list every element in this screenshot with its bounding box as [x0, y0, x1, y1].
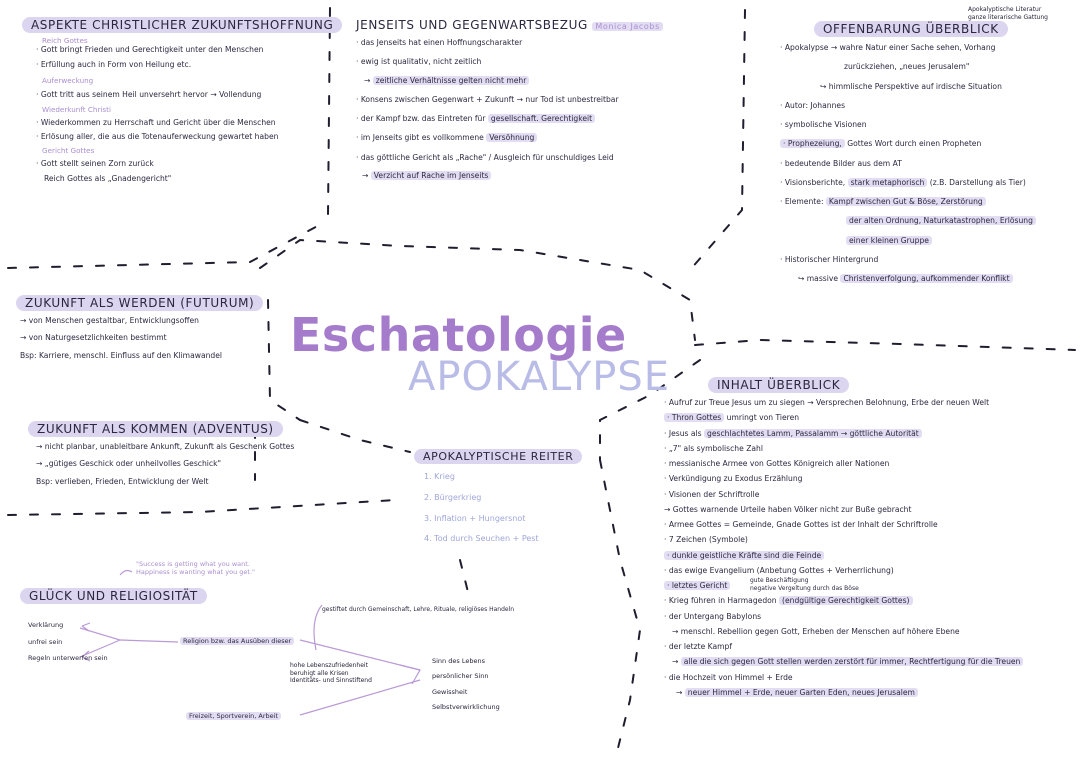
section-adventus	[28, 422, 294, 487]
arrow-icon: →	[362, 170, 369, 180]
inhalt-line: · Verkündigung zu Exodus Erzählung	[664, 474, 803, 484]
reiter-item: 1. Krieg	[424, 472, 455, 481]
jenseits-title: JENSEITS UND GEGENWARTSBEZUG	[356, 18, 588, 32]
aspekte-line: · Gott bringt Frieden und Gerechtigkeit unter den Menschen	[36, 45, 264, 54]
offenbarung-text: (z.B. Darstellung als Tier)	[929, 177, 1026, 187]
aspekte-line: · Gott stellt seinen Zorn zurück	[36, 159, 154, 169]
note-line: Apokalyptische Literatur	[968, 6, 1042, 13]
inhalt-line: · der Untergang Babylons	[664, 611, 762, 621]
main-subtitle: APOKALYPSE	[408, 354, 671, 400]
aspekte-line: Reich Gottes als „Gnadengericht"	[44, 173, 172, 183]
arrow-icon: →	[672, 657, 679, 667]
inhalt-highlight: neuer Himmel + Erde, neuer Garten Eden, neues Jerusalem	[685, 688, 918, 697]
literature-note	[968, 6, 1048, 21]
glueck-left-1: Verklärung	[28, 621, 64, 629]
reiter-item: 4. Tod durch Seuchen + Pest	[424, 534, 539, 544]
jenseits-line: · das Jenseits hat einen Hoffnungscharakter	[356, 38, 523, 47]
aspekte-line: · Gott tritt aus seinem Heil unversehrt hervor → Vollendung	[36, 89, 262, 99]
futurum-line: Bsp: Karriere, menschl. Einfluss auf den Klimawandel	[20, 350, 223, 360]
adventus-line: → „gütiges Geschick oder unheilvolles Geschick"	[36, 459, 221, 469]
quote-line: "Success is getting what you want.	[136, 560, 250, 568]
inhalt-line: · „7" als symbolische Zahl	[664, 443, 763, 453]
futurum-title: ZUKUNFT ALS WERDEN (FUTURUM)	[16, 295, 263, 311]
glueck-middle-line: hohe Lebenszufriedenheit	[290, 662, 368, 669]
offenbarung-text: Gottes Wort durch einen Propheten	[847, 139, 982, 149]
adventus-line: Bsp: verlieben, Frieden, Entwicklung der Welt	[36, 476, 209, 486]
reiter-title: APOKALYPTISCHE REITER	[414, 449, 582, 464]
offenbarung-highlight: der alten Ordnung, Naturkatastrophen, Erlösung	[846, 216, 1036, 225]
jenseits-highlight: Versöhnung	[486, 133, 537, 142]
inhalt-line: → Gottes warnende Urteile haben Völker nicht zur Buße gebracht	[664, 504, 912, 514]
futurum-line: → von Naturgesetzlichkeiten bestimmt	[20, 333, 167, 343]
section-inhalt	[664, 378, 1023, 698]
offenbarung-line: · symbolische Visionen	[780, 120, 867, 129]
aspekte-heading-3: Wiederkunft Christi	[42, 104, 111, 114]
offenbarung-line: · Autor: Johannes	[780, 100, 846, 110]
quote-line: Happiness is wanting what you get."	[136, 568, 256, 577]
offenbarung-highlight: · Prophezeiung,	[780, 139, 845, 148]
futurum-line: → von Menschen gestaltbar, Entwicklungsoffen	[20, 316, 199, 325]
offenbarung-title: OFFENBARUNG ÜBERBLICK	[814, 21, 1008, 37]
adventus-line: → nicht planbar, unableitbare Ankunft, Zukunft als Geschenk Gottes	[36, 442, 295, 451]
offenbarung-text: · Elemente:	[780, 197, 824, 206]
glueck-left-3: Regeln unterwerfen sein	[28, 654, 108, 662]
inhalt-highlight: geschlachtetes Lamm, Passalamm → göttliche Autorität	[704, 429, 922, 438]
offenbarung-highlight: einer kleinen Gruppe	[846, 236, 932, 245]
inhalt-line: · Visionen der Schriftrolle	[664, 489, 760, 499]
inhalt-line: · Aufruf zur Treue Jesus um zu siegen → Versprechen Belohnung, Erbe der neuen Welt	[664, 398, 990, 407]
jenseits-highlight: Verzicht auf Rache im Jenseits	[371, 171, 492, 180]
aspekte-heading-4: Gericht Gottes	[42, 146, 95, 156]
glueck-title: GLÜCK UND RELIGIOSITÄT	[20, 588, 207, 604]
jenseits-line: · Konsens zwischen Gegenwart + Zukunft → nur Tod ist unbestreitbar	[356, 94, 619, 104]
offenbarung-text: · Visionsberichte,	[780, 177, 846, 187]
glueck-center: Religion bzw. das Ausüben dieser	[180, 637, 294, 645]
reiter-item: 2. Bürgerkrieg	[424, 492, 482, 502]
offenbarung-highlight: Christenverfolgung, aufkommender Konflikt	[840, 274, 1012, 283]
glueck-left-2: unfrei sein	[28, 638, 63, 646]
offenbarung-highlight: Kampf zwischen Gut & Böse, Zerstörung	[826, 197, 986, 206]
inhalt-highlight: · letztes Gericht	[664, 581, 730, 590]
inhalt-note: gute Beschäftigung	[750, 577, 809, 584]
inhalt-note: negative Vergeltung durch das Böse	[750, 584, 859, 592]
aspekte-line: · Wiederkommen zu Herrschaft und Gericht über die Menschen	[36, 117, 276, 127]
jenseits-author: Monica Jacobs	[592, 22, 663, 31]
inhalt-highlight: alle die sich gegen Gott stellen werden zerstört für immer, Rechtfertigung für die Treuen	[681, 657, 1024, 666]
section-aspekte	[22, 18, 342, 184]
offenbarung-line: zurückziehen, „neues Jerusalem"	[844, 62, 970, 72]
jenseits-highlight: gesellschaft. Gerechtigkeit	[488, 114, 595, 123]
section-reiter	[414, 450, 582, 550]
jenseits-highlight: zeitliche Verhältnisse gelten nicht mehr	[373, 76, 530, 85]
offenbarung-line: · bedeutende Bilder aus dem AT	[780, 158, 902, 168]
glueck-right-item: Selbstverwirklichung	[432, 702, 500, 711]
inhalt-line: · 7 Zeichen (Symbole)	[664, 535, 748, 545]
offenbarung-line: · Historischer Hintergrund	[780, 254, 879, 264]
inhalt-text: · Krieg führen in Harmagedon	[664, 596, 777, 606]
glueck-right-item: Gewissheit	[432, 687, 468, 696]
section-jenseits	[356, 18, 663, 181]
arrow-icon: →	[676, 687, 683, 697]
inhalt-highlight: · dunkle geistliche Kräfte sind die Feinde	[664, 551, 824, 560]
glueck-top: gestiftet durch Gemeinschaft, Lehre, Rituale, religiöses Handeln	[322, 606, 515, 613]
aspekte-heading-2: Auferweckung	[42, 75, 94, 85]
section-glueck	[20, 589, 207, 603]
glueck-right-item: persönlicher Sinn	[432, 672, 489, 681]
offenbarung-line: · Apokalypse → wahre Natur einer Sache sehen, Vorhang	[780, 43, 996, 52]
glueck-bottom: Freizeit, Sportverein, Arbeit	[186, 712, 281, 720]
jenseits-line: · das göttliche Gericht als „Rache" / Ausgleich für unschuldiges Leid	[356, 152, 614, 162]
glueck-middle	[290, 662, 372, 685]
arrow-icon: →	[364, 75, 371, 85]
aspekte-line: · Erlösung aller, die aus die Totenauferweckung gewartet haben	[36, 132, 279, 141]
note-line: ganze literarische Gattung	[968, 13, 1048, 21]
reiter-item: 3. Inflation + Hungersnot	[424, 513, 526, 523]
jenseits-line: · ewig ist qualitativ, nicht zeitlich	[356, 57, 482, 67]
section-offenbarung	[780, 22, 1036, 284]
glueck-right-item: Sinn des Lebens	[432, 657, 485, 665]
inhalt-line: · messianische Armee von Gottes Königreich aller Nationen	[664, 459, 890, 468]
jenseits-text: · der Kampf bzw. das Eintreten für	[356, 114, 486, 123]
offenbarung-highlight: stark metaphorisch	[848, 178, 928, 187]
section-futurum	[16, 296, 263, 361]
glueck-middle-line: beruhigt alle Krisen	[290, 669, 349, 677]
inhalt-highlight: (endgültige Gerechtigkeit Gottes)	[779, 596, 912, 605]
aspekte-title: ASPEKTE CHRISTLICHER ZUKUNFTSHOFFNUNG	[22, 17, 342, 33]
glueck-middle-line: Identitäts- und Sinnstiftend	[290, 677, 372, 684]
inhalt-text: umringt von Tieren	[726, 413, 800, 423]
inhalt-line: · das ewige Evangelium (Anbetung Gottes + Verherrlichung)	[664, 565, 894, 575]
adventus-title: ZUKUNFT ALS KOMMEN (ADVENTUS)	[28, 421, 283, 437]
inhalt-title: INHALT ÜBERBLICK	[708, 377, 849, 393]
aspekte-heading-1: Reich Gottes	[42, 36, 88, 45]
aspekte-line: · Erfüllung auch in Form von Heilung etc.	[36, 60, 192, 70]
inhalt-line: · Armee Gottes = Gemeinde, Gnade Gottes ist der Inhalt der Schriftrolle	[664, 520, 938, 529]
main-title: Eschatologie	[290, 308, 627, 362]
glueck-right	[432, 654, 500, 715]
inhalt-line: · der letzte Kampf	[664, 642, 733, 651]
inhalt-line: · die Hochzeit von Himmel + Erde	[664, 672, 793, 682]
quote	[136, 560, 255, 577]
inhalt-text: · Jesus als	[664, 428, 702, 438]
jenseits-text: · im Jenseits gibt es vollkommene	[356, 133, 484, 143]
offenbarung-line: ↪ himmlische Perspektive auf irdische Situation	[820, 81, 1002, 91]
inhalt-line: → menschl. Rebellion gegen Gott, Erheben der Menschen auf höhere Ebene	[672, 626, 960, 636]
inhalt-highlight: · Thron Gottes	[664, 413, 724, 422]
offenbarung-text: ↪ massive	[798, 274, 839, 283]
